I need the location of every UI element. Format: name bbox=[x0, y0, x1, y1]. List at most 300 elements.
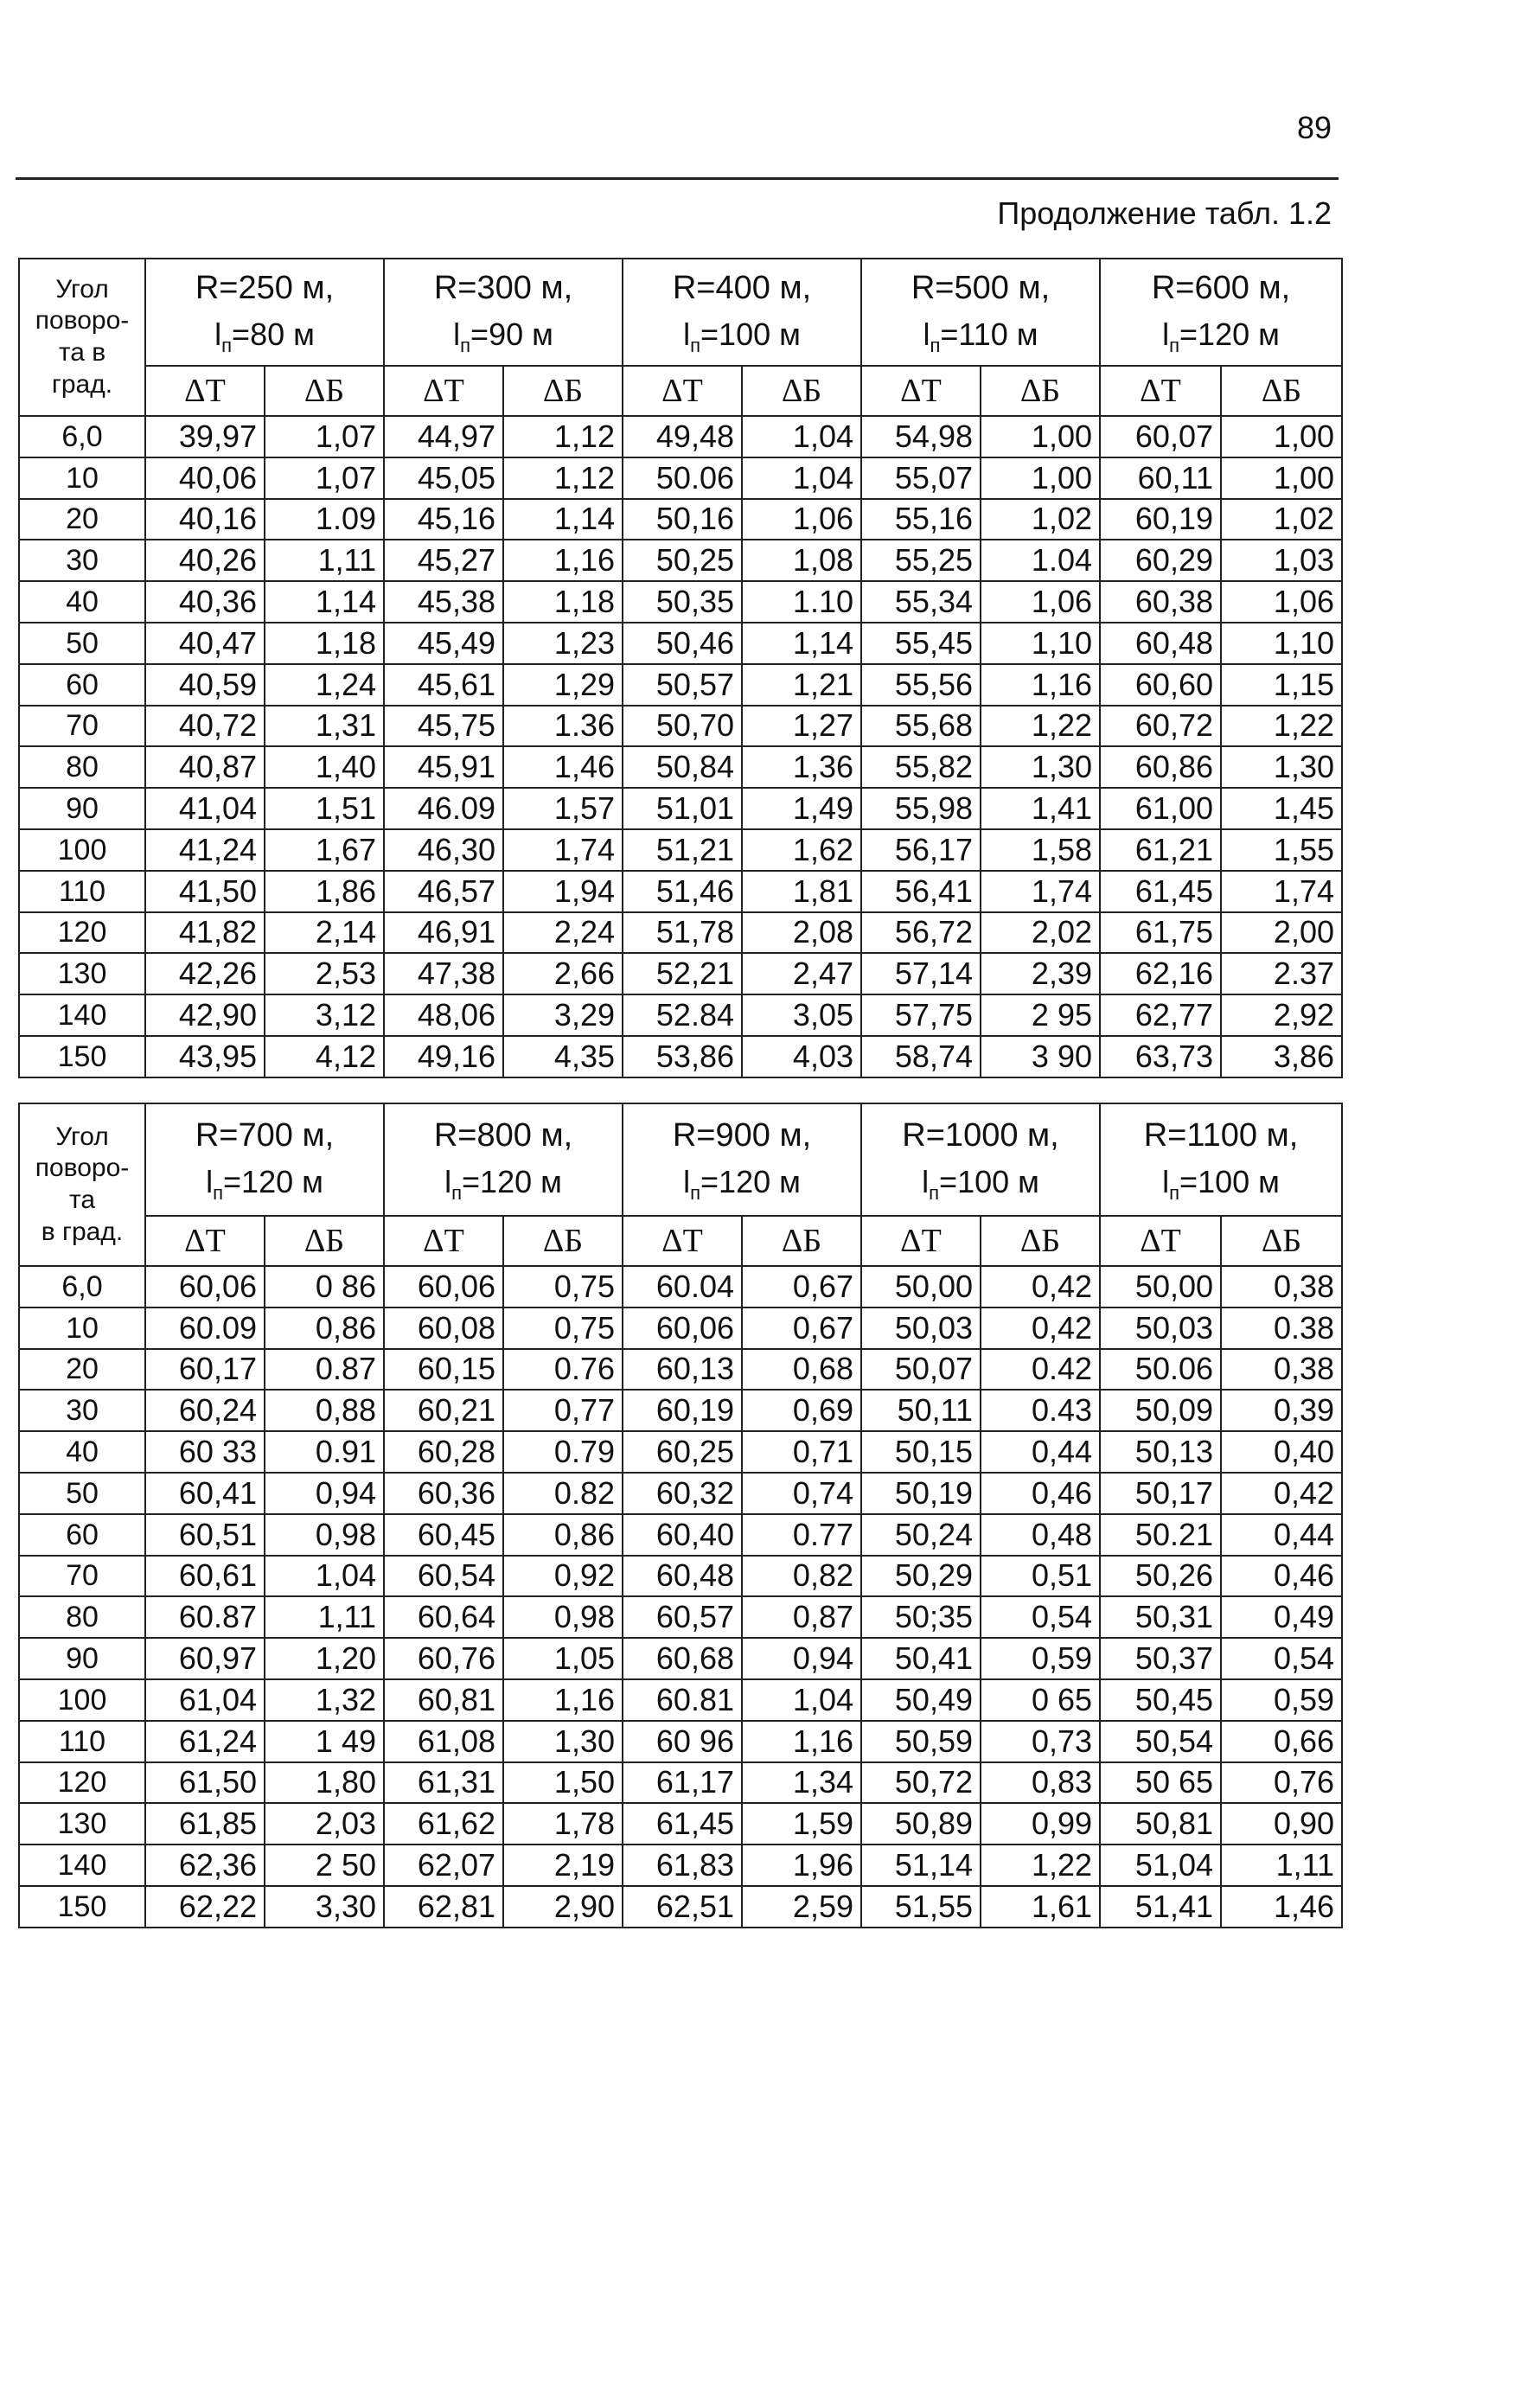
table-row bbox=[19, 1638, 1342, 1679]
delta-b-cell: 1,29 bbox=[503, 664, 623, 706]
delta-b-cell: 1,16 bbox=[981, 664, 1100, 706]
angle-cell: 150 bbox=[19, 1036, 145, 1077]
delta-b-cell: 0,94 bbox=[742, 1638, 861, 1679]
curve-radius: R=1100 м, bbox=[1143, 1117, 1299, 1154]
angle-cell: 6,0 bbox=[19, 416, 145, 457]
delta-b-cell: 1,22 bbox=[981, 706, 1100, 747]
table-row bbox=[19, 994, 1342, 1036]
delta-t-cell: 40,59 bbox=[145, 664, 265, 706]
delta-t-cell: 60,38 bbox=[1100, 581, 1221, 623]
delta-t-cell: 60,08 bbox=[384, 1307, 503, 1349]
delta-b-cell: 4,03 bbox=[742, 1036, 861, 1077]
delta-b-cell: 1,32 bbox=[265, 1679, 384, 1721]
delta-t-cell: 50;35 bbox=[861, 1596, 981, 1638]
delta-b-cell: 1,36 bbox=[742, 746, 861, 788]
delta-t-cell: 60,61 bbox=[145, 1556, 265, 1597]
delta-t-header: ΔТ bbox=[861, 1216, 981, 1266]
delta-t-cell: 49,16 bbox=[384, 1036, 503, 1077]
delta-t-cell: 61,00 bbox=[1100, 788, 1221, 829]
angle-cell: 120 bbox=[19, 912, 145, 954]
delta-t-cell: 60,57 bbox=[623, 1596, 742, 1638]
delta-b-cell: 0.79 bbox=[503, 1431, 623, 1473]
delta-t-cell: 62,07 bbox=[384, 1845, 503, 1886]
delta-b-cell: 0,42 bbox=[981, 1266, 1100, 1307]
delta-t-cell: 45,05 bbox=[384, 457, 503, 499]
delta-b-cell: 1,04 bbox=[742, 1679, 861, 1721]
delta-b-cell: 0,42 bbox=[1221, 1473, 1342, 1514]
delta-b-cell: 0,98 bbox=[503, 1596, 623, 1638]
delta-t-cell: 60,40 bbox=[623, 1514, 742, 1556]
delta-b-cell: 0,71 bbox=[742, 1431, 861, 1473]
table-row bbox=[19, 953, 1342, 994]
curve-group-header bbox=[145, 259, 384, 366]
delta-b-cell: 1,24 bbox=[265, 664, 384, 706]
table-row bbox=[19, 623, 1342, 664]
curve-group-header bbox=[384, 1103, 623, 1216]
delta-t-cell: 50,72 bbox=[861, 1762, 981, 1804]
transition-curve-length: $l_п=100$ м bbox=[922, 1163, 1039, 1204]
delta-t-cell: 60,48 bbox=[1100, 623, 1221, 664]
delta-b-cell: 1,49 bbox=[742, 788, 861, 829]
delta-t-cell: 50,46 bbox=[623, 623, 742, 664]
table-row bbox=[19, 581, 1342, 623]
delta-b-cell: 0,66 bbox=[1221, 1721, 1342, 1762]
delta-b-cell: 1,03 bbox=[1221, 540, 1342, 581]
delta-b-header: ΔБ bbox=[742, 366, 861, 416]
delta-t-cell: 60,45 bbox=[384, 1514, 503, 1556]
delta-b-cell: 1,46 bbox=[1221, 1886, 1342, 1928]
table-row bbox=[19, 1307, 1342, 1349]
delta-t-cell: 52.84 bbox=[623, 994, 742, 1036]
delta-t-cell: 39,97 bbox=[145, 416, 265, 457]
delta-t-cell: 50.21 bbox=[1100, 1514, 1221, 1556]
delta-t-cell: 60,64 bbox=[384, 1596, 503, 1638]
delta-t-cell: 63,73 bbox=[1100, 1036, 1221, 1077]
transition-curve-length: $l_п=120$ м bbox=[206, 1163, 323, 1204]
delta-t-cell: 60.87 bbox=[145, 1596, 265, 1638]
delta-b-cell: 0,59 bbox=[1221, 1679, 1342, 1721]
table-row bbox=[19, 829, 1342, 871]
delta-t-cell: 62,77 bbox=[1100, 994, 1221, 1036]
delta-b-cell: 0 65 bbox=[981, 1679, 1100, 1721]
delta-b-cell: 1,14 bbox=[742, 623, 861, 664]
curve-group-header bbox=[1100, 1103, 1342, 1216]
delta-b-cell: 1,80 bbox=[265, 1762, 384, 1804]
delta-t-cell: 52,21 bbox=[623, 953, 742, 994]
delta-t-cell: 50,26 bbox=[1100, 1556, 1221, 1597]
delta-t-cell: 50,41 bbox=[861, 1638, 981, 1679]
delta-t-header: ΔТ bbox=[384, 366, 503, 416]
delta-b-cell: 1,51 bbox=[265, 788, 384, 829]
angle-cell: 20 bbox=[19, 1349, 145, 1391]
angle-cell: 40 bbox=[19, 1431, 145, 1473]
delta-b-cell: 1,62 bbox=[742, 829, 861, 871]
angle-cell: 40 bbox=[19, 581, 145, 623]
delta-b-cell: 0.42 bbox=[981, 1349, 1100, 1391]
delta-t-cell: 45,27 bbox=[384, 540, 503, 581]
delta-b-cell: 1,30 bbox=[503, 1721, 623, 1762]
delta-b-cell: 0,83 bbox=[981, 1762, 1100, 1804]
delta-t-cell: 50,54 bbox=[1100, 1721, 1221, 1762]
delta-b-cell: 0,98 bbox=[265, 1514, 384, 1556]
delta-t-cell: 50,17 bbox=[1100, 1473, 1221, 1514]
delta-t-cell: 60,36 bbox=[384, 1473, 503, 1514]
delta-b-cell: 1,16 bbox=[503, 540, 623, 581]
delta-b-cell: 0,92 bbox=[503, 1556, 623, 1597]
delta-t-cell: 61,04 bbox=[145, 1679, 265, 1721]
delta-b-cell: 1,74 bbox=[503, 829, 623, 871]
delta-t-cell: 40,16 bbox=[145, 499, 265, 540]
delta-t-cell: 61,45 bbox=[1100, 871, 1221, 912]
delta-t-cell: 46,30 bbox=[384, 829, 503, 871]
delta-b-cell: 2 50 bbox=[265, 1845, 384, 1886]
curve-group-header bbox=[623, 1103, 861, 1216]
delta-b-cell: 0,46 bbox=[1221, 1556, 1342, 1597]
table-row bbox=[19, 416, 1342, 457]
delta-b-cell: 0,73 bbox=[981, 1721, 1100, 1762]
delta-b-cell: 1,11 bbox=[265, 540, 384, 581]
delta-t-cell: 55,82 bbox=[861, 746, 981, 788]
delta-b-cell: 2,00 bbox=[1221, 912, 1342, 954]
delta-t-cell: 51,78 bbox=[623, 912, 742, 954]
angle-cell: 80 bbox=[19, 1596, 145, 1638]
delta-t-cell: 46.09 bbox=[384, 788, 503, 829]
delta-b-cell: 1,00 bbox=[1221, 416, 1342, 457]
delta-b-cell: 1,74 bbox=[1221, 871, 1342, 912]
delta-t-cell: 61,85 bbox=[145, 1803, 265, 1845]
delta-b-cell: 0,99 bbox=[981, 1803, 1100, 1845]
table-row bbox=[19, 457, 1342, 499]
delta-t-cell: 60,24 bbox=[145, 1390, 265, 1431]
delta-b-cell: 1,08 bbox=[742, 540, 861, 581]
delta-b-cell: 1,16 bbox=[503, 1679, 623, 1721]
delta-b-cell: 1,16 bbox=[742, 1721, 861, 1762]
delta-b-cell: 1,02 bbox=[981, 499, 1100, 540]
curve-radius: R=250 м, bbox=[195, 270, 335, 307]
delta-b-cell: 2,66 bbox=[503, 953, 623, 994]
table-row bbox=[19, 540, 1342, 581]
delta-t-cell: 61,17 bbox=[623, 1762, 742, 1804]
delta-b-cell: 0,54 bbox=[1221, 1638, 1342, 1679]
delta-t-cell: 60,21 bbox=[384, 1390, 503, 1431]
delta-t-cell: 58,74 bbox=[861, 1036, 981, 1077]
delta-t-cell: 44,97 bbox=[384, 416, 503, 457]
delta-b-cell: 1,40 bbox=[265, 746, 384, 788]
delta-t-cell: 60 96 bbox=[623, 1721, 742, 1762]
delta-t-cell: 60.04 bbox=[623, 1266, 742, 1307]
delta-b-cell: 0,49 bbox=[1221, 1596, 1342, 1638]
delta-t-cell: 49,48 bbox=[623, 416, 742, 457]
curve-radius: R=400 м, bbox=[672, 270, 812, 307]
curve-group-header bbox=[623, 259, 861, 366]
delta-b-cell: 0,40 bbox=[1221, 1431, 1342, 1473]
delta-b-cell: 2,19 bbox=[503, 1845, 623, 1886]
delta-b-cell: 1,94 bbox=[503, 871, 623, 912]
delta-t-cell: 50,03 bbox=[861, 1307, 981, 1349]
table-row bbox=[19, 912, 1342, 954]
delta-t-cell: 60,06 bbox=[384, 1266, 503, 1307]
delta-t-cell: 50,89 bbox=[861, 1803, 981, 1845]
curve-radius: R=300 м, bbox=[433, 270, 573, 307]
delta-t-cell: 45,91 bbox=[384, 746, 503, 788]
delta-t-cell: 50,13 bbox=[1100, 1431, 1221, 1473]
delta-b-cell: 3,86 bbox=[1221, 1036, 1342, 1077]
delta-t-cell: 45,16 bbox=[384, 499, 503, 540]
delta-t-cell: 55,25 bbox=[861, 540, 981, 581]
delta-b-cell: 1,45 bbox=[1221, 788, 1342, 829]
delta-t-cell: 55,45 bbox=[861, 623, 981, 664]
delta-t-cell: 50,15 bbox=[861, 1431, 981, 1473]
delta-b-cell: 1,67 bbox=[265, 829, 384, 871]
angle-column-header: Угол поворо- та в град. bbox=[19, 1103, 145, 1266]
delta-t-cell: 62,81 bbox=[384, 1886, 503, 1928]
delta-t-header: ΔТ bbox=[623, 1216, 742, 1266]
delta-t-cell: 60,17 bbox=[145, 1349, 265, 1391]
table-row bbox=[19, 788, 1342, 829]
delta-t-cell: 50.06 bbox=[623, 457, 742, 499]
delta-t-cell: 60,29 bbox=[1100, 540, 1221, 581]
delta-t-cell: 50,45 bbox=[1100, 1679, 1221, 1721]
delta-b-cell: 1 49 bbox=[265, 1721, 384, 1762]
delta-b-header: ΔБ bbox=[981, 1216, 1100, 1266]
delta-t-cell: 62,22 bbox=[145, 1886, 265, 1928]
delta-b-cell: 0,67 bbox=[742, 1266, 861, 1307]
delta-t-cell: 62,36 bbox=[145, 1845, 265, 1886]
delta-b-cell: 0,69 bbox=[742, 1390, 861, 1431]
table-caption: Продолжение табл. 1.2 bbox=[997, 195, 1332, 231]
delta-t-cell: 60 33 bbox=[145, 1431, 265, 1473]
delta-t-cell: 51,55 bbox=[861, 1886, 981, 1928]
delta-t-cell: 56,17 bbox=[861, 829, 981, 871]
delta-t-cell: 51,04 bbox=[1100, 1845, 1221, 1886]
delta-t-cell: 42,26 bbox=[145, 953, 265, 994]
curve-radius: R=900 м, bbox=[672, 1117, 812, 1154]
table-row bbox=[19, 1390, 1342, 1431]
angle-cell: 100 bbox=[19, 1679, 145, 1721]
delta-b-header: ΔБ bbox=[503, 1216, 623, 1266]
angle-cell: 30 bbox=[19, 540, 145, 581]
table-row bbox=[19, 1679, 1342, 1721]
delta-t-cell: 41,82 bbox=[145, 912, 265, 954]
delta-b-cell: 1,30 bbox=[981, 746, 1100, 788]
table-row bbox=[19, 1886, 1342, 1928]
delta-b-header: ΔБ bbox=[981, 366, 1100, 416]
delta-t-cell: 40,26 bbox=[145, 540, 265, 581]
angle-cell: 60 bbox=[19, 1514, 145, 1556]
delta-t-cell: 51,46 bbox=[623, 871, 742, 912]
delta-b-header: ΔБ bbox=[1221, 1216, 1342, 1266]
delta-b-cell: 0,46 bbox=[981, 1473, 1100, 1514]
delta-t-cell: 61,08 bbox=[384, 1721, 503, 1762]
angle-cell: 60 bbox=[19, 664, 145, 706]
table-row bbox=[19, 1803, 1342, 1845]
delta-t-cell: 45,61 bbox=[384, 664, 503, 706]
angle-cell: 10 bbox=[19, 457, 145, 499]
delta-t-cell: 55,34 bbox=[861, 581, 981, 623]
delta-b-cell: 2,39 bbox=[981, 953, 1100, 994]
delta-b-cell: 2,08 bbox=[742, 912, 861, 954]
table-row bbox=[19, 1596, 1342, 1638]
delta-t-cell: 50,70 bbox=[623, 706, 742, 747]
delta-t-cell: 60,15 bbox=[384, 1349, 503, 1391]
delta-b-cell: 1,12 bbox=[503, 457, 623, 499]
delta-b-cell: 1,58 bbox=[981, 829, 1100, 871]
delta-b-cell: 0,75 bbox=[503, 1307, 623, 1349]
delta-t-cell: 46,91 bbox=[384, 912, 503, 954]
delta-b-cell: 1,41 bbox=[981, 788, 1100, 829]
delta-t-cell: 50,09 bbox=[1100, 1390, 1221, 1431]
delta-b-cell: 0,59 bbox=[981, 1638, 1100, 1679]
transition-curve-length: $l_п=120$ м bbox=[444, 1163, 562, 1204]
delta-t-cell: 55,07 bbox=[861, 457, 981, 499]
delta-b-cell: 1,00 bbox=[981, 457, 1100, 499]
delta-b-header: ΔБ bbox=[265, 366, 384, 416]
delta-b-cell: 0,44 bbox=[1221, 1514, 1342, 1556]
delta-b-cell: 1,04 bbox=[742, 416, 861, 457]
delta-t-cell: 50.06 bbox=[1100, 1349, 1221, 1391]
delta-t-cell: 60,86 bbox=[1100, 746, 1221, 788]
delta-t-cell: 50,84 bbox=[623, 746, 742, 788]
delta-t-cell: 50,49 bbox=[861, 1679, 981, 1721]
delta-t-cell: 54,98 bbox=[861, 416, 981, 457]
table-row bbox=[19, 1431, 1342, 1473]
delta-t-cell: 60,97 bbox=[145, 1638, 265, 1679]
delta-t-cell: 57,14 bbox=[861, 953, 981, 994]
delta-b-cell: 0,54 bbox=[981, 1596, 1100, 1638]
delta-b-cell: 0.76 bbox=[503, 1349, 623, 1391]
delta-t-header: ΔТ bbox=[1100, 366, 1221, 416]
delta-t-cell: 60,32 bbox=[623, 1473, 742, 1514]
transition-curve-length: $l_п=120$ м bbox=[1162, 316, 1280, 356]
delta-b-cell: 2,47 bbox=[742, 953, 861, 994]
delta-t-cell: 62,51 bbox=[623, 1886, 742, 1928]
delta-b-cell: 0,42 bbox=[981, 1307, 1100, 1349]
delta-b-cell: 1,11 bbox=[265, 1596, 384, 1638]
delta-b-cell: 0,82 bbox=[742, 1556, 861, 1597]
delta-t-cell: 55,68 bbox=[861, 706, 981, 747]
curve-group-header bbox=[145, 1103, 384, 1216]
transition-curve-length: $l_п=120$ м bbox=[683, 1163, 801, 1204]
angle-cell: 70 bbox=[19, 706, 145, 747]
delta-b-cell: 2.37 bbox=[1221, 953, 1342, 994]
delta-t-cell: 60,11 bbox=[1100, 457, 1221, 499]
delta-t-cell: 50,81 bbox=[1100, 1803, 1221, 1845]
delta-b-cell: 0,86 bbox=[265, 1307, 384, 1349]
delta-b-cell: 1,61 bbox=[981, 1886, 1100, 1928]
delta-t-cell: 61,31 bbox=[384, 1762, 503, 1804]
delta-t-cell: 60,60 bbox=[1100, 664, 1221, 706]
delta-b-cell: 1,27 bbox=[742, 706, 861, 747]
delta-b-cell: 0.38 bbox=[1221, 1307, 1342, 1349]
delta-t-cell: 60,28 bbox=[384, 1431, 503, 1473]
delta-b-cell: 1,04 bbox=[742, 457, 861, 499]
delta-b-cell: 0,68 bbox=[742, 1349, 861, 1391]
transition-curve-length: $l_п=80$ м bbox=[214, 316, 315, 356]
delta-b-cell: 1,31 bbox=[265, 706, 384, 747]
delta-t-header: ΔТ bbox=[861, 366, 981, 416]
table-row bbox=[19, 1036, 1342, 1077]
delta-b-cell: 2,02 bbox=[981, 912, 1100, 954]
delta-b-cell: 1,15 bbox=[1221, 664, 1342, 706]
delta-t-cell: 48,06 bbox=[384, 994, 503, 1036]
delta-b-cell: 1,18 bbox=[265, 623, 384, 664]
delta-t-cell: 60,06 bbox=[623, 1307, 742, 1349]
delta-t-cell: 50,37 bbox=[1100, 1638, 1221, 1679]
delta-b-cell: 0,77 bbox=[503, 1390, 623, 1431]
curve-elements-table-1 bbox=[18, 258, 1343, 1078]
table-row bbox=[19, 1556, 1342, 1597]
delta-t-cell: 61,21 bbox=[1100, 829, 1221, 871]
delta-b-cell: 1,14 bbox=[503, 499, 623, 540]
delta-b-cell: 2,92 bbox=[1221, 994, 1342, 1036]
angle-cell: 120 bbox=[19, 1762, 145, 1804]
delta-t-cell: 62,16 bbox=[1100, 953, 1221, 994]
delta-b-cell: 1,05 bbox=[503, 1638, 623, 1679]
delta-b-cell: 0,39 bbox=[1221, 1390, 1342, 1431]
delta-b-cell: 1,21 bbox=[742, 664, 861, 706]
angle-cell: 10 bbox=[19, 1307, 145, 1349]
delta-t-cell: 50,25 bbox=[623, 540, 742, 581]
delta-t-cell: 60,06 bbox=[145, 1266, 265, 1307]
delta-b-cell: 1,14 bbox=[265, 581, 384, 623]
angle-cell: 80 bbox=[19, 746, 145, 788]
delta-b-cell: 3 90 bbox=[981, 1036, 1100, 1077]
curve-radius: R=1000 м, bbox=[902, 1117, 1059, 1154]
angle-cell: 90 bbox=[19, 788, 145, 829]
curve-radius: R=500 м, bbox=[911, 270, 1051, 307]
delta-t-cell: 60,51 bbox=[145, 1514, 265, 1556]
delta-b-cell: 0,38 bbox=[1221, 1349, 1342, 1391]
table-row bbox=[19, 499, 1342, 540]
angle-cell: 150 bbox=[19, 1886, 145, 1928]
delta-t-cell: 50,29 bbox=[861, 1556, 981, 1597]
delta-b-cell: 1.04 bbox=[981, 540, 1100, 581]
delta-t-cell: 60,54 bbox=[384, 1556, 503, 1597]
delta-b-cell: 1,86 bbox=[265, 871, 384, 912]
delta-t-cell: 50,24 bbox=[861, 1514, 981, 1556]
delta-t-header: ΔТ bbox=[145, 366, 265, 416]
delta-b-cell: 1,12 bbox=[503, 416, 623, 457]
delta-t-cell: 55,98 bbox=[861, 788, 981, 829]
curve-radius: R=700 м, bbox=[195, 1117, 335, 1154]
delta-t-cell: 56,72 bbox=[861, 912, 981, 954]
delta-b-cell: 0.43 bbox=[981, 1390, 1100, 1431]
delta-b-cell: 1,00 bbox=[1221, 457, 1342, 499]
delta-b-cell: 1,50 bbox=[503, 1762, 623, 1804]
delta-t-cell: 50,16 bbox=[623, 499, 742, 540]
curve-group-header bbox=[861, 259, 1100, 366]
delta-t-cell: 60,81 bbox=[384, 1679, 503, 1721]
angle-cell: 50 bbox=[19, 1473, 145, 1514]
delta-t-cell: 53,86 bbox=[623, 1036, 742, 1077]
delta-b-cell: 0,90 bbox=[1221, 1803, 1342, 1845]
delta-t-cell: 60,76 bbox=[384, 1638, 503, 1679]
delta-b-cell: 1,06 bbox=[742, 499, 861, 540]
table-row bbox=[19, 1473, 1342, 1514]
delta-b-cell: 1,06 bbox=[981, 581, 1100, 623]
delta-t-cell: 50,35 bbox=[623, 581, 742, 623]
delta-b-header: ΔБ bbox=[265, 1216, 384, 1266]
delta-t-cell: 61,75 bbox=[1100, 912, 1221, 954]
delta-t-cell: 50,00 bbox=[861, 1266, 981, 1307]
delta-b-header: ΔБ bbox=[503, 366, 623, 416]
delta-b-cell: 3,29 bbox=[503, 994, 623, 1036]
delta-t-cell: 61,45 bbox=[623, 1803, 742, 1845]
delta-b-cell: 3,12 bbox=[265, 994, 384, 1036]
curve-radius: R=600 м, bbox=[1151, 270, 1291, 307]
table-row bbox=[19, 1266, 1342, 1307]
delta-b-cell: 1,00 bbox=[981, 416, 1100, 457]
